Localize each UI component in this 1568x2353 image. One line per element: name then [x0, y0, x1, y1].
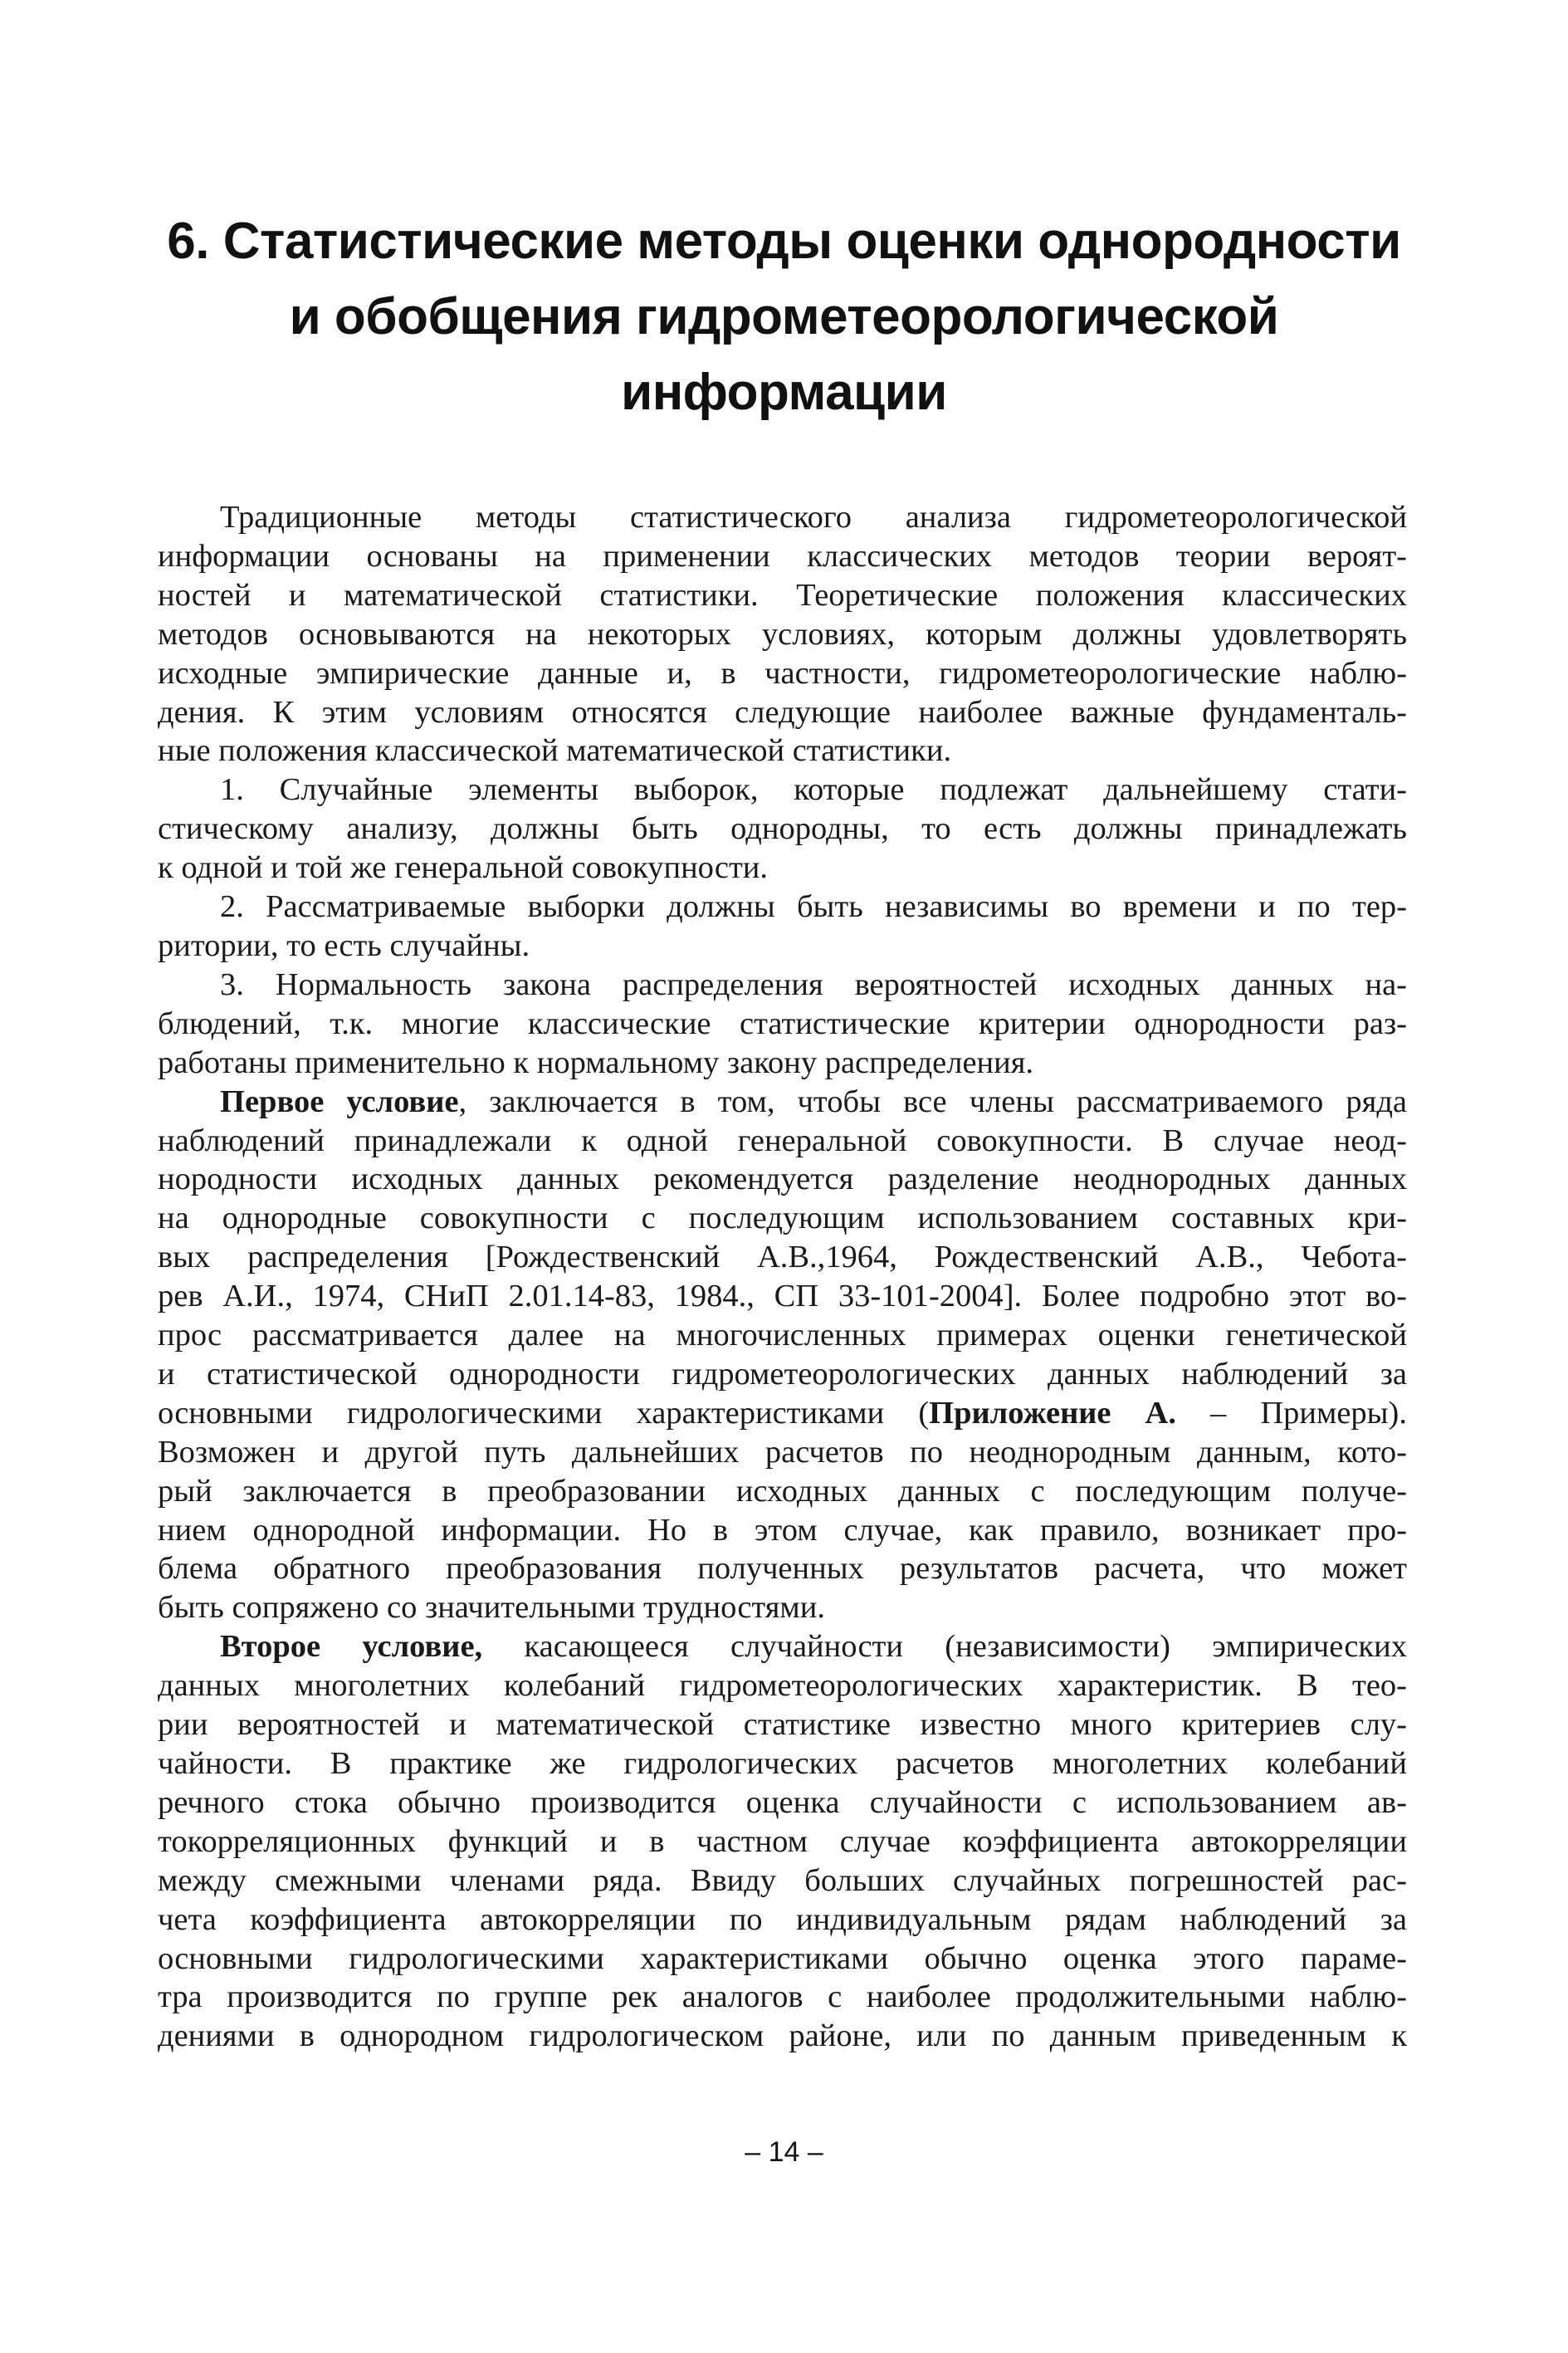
text-line: блема обратного преобразования полученных результатов расчета, что может: [158, 1551, 1407, 1587]
text-line: нием однородной информации. Но в этом случае, как правило, возникает про-: [158, 1512, 1407, 1548]
paragraph-first-condition: [158, 1083, 1407, 1628]
text-line: тра производится по группе рек аналогов с наиболее продолжительными наблю-: [158, 1979, 1407, 2015]
text-line: 1. Случайные элементы выборок, которые подлежат дальнейшему стати-: [220, 772, 1407, 808]
text-line: вых распределения [Рождественский А.В.,1964, Рождественский А.В., Чебота-: [158, 1240, 1407, 1275]
chapter-title-line: 6. Статистические методы оценки однородности: [167, 213, 1401, 270]
paragraph-second-condition: [158, 1627, 1407, 2056]
paragraph-condition-1: [158, 770, 1407, 888]
text-line: работаны применительно к нормальному закону распределения.: [158, 1044, 1034, 1080]
bold-term: Первое условие: [220, 1084, 459, 1119]
text-line: ностей и математической статистики. Теоретические положения классических: [158, 577, 1407, 613]
text-line: информации основаны на применении классических методов теории вероят-: [158, 538, 1407, 574]
text-line: рии вероятностей и математической статистике известно много критериев слу-: [158, 1707, 1407, 1743]
text-line: Возможен и другой путь дальнейших расчетов по неоднородным данным, кото-: [158, 1434, 1407, 1470]
text-fragment: касающееся случайности (независимости) эмпирических: [482, 1629, 1407, 1665]
page-number: – 14 –: [745, 2136, 823, 2168]
text-line: между смежными членами ряда. Ввиду больших случайных погрешностей рас-: [158, 1862, 1407, 1898]
paragraph-condition-2: [158, 888, 1407, 966]
text-line: к одной и той же генеральной совокупности.: [158, 850, 769, 886]
text-line: прос рассматривается далее на многочисленных примерах оценки генетической: [158, 1318, 1407, 1353]
paragraph-condition-3: [158, 966, 1407, 1083]
text-line: блюдений, т.к. многие классические статистические критерии однородности раз-: [158, 1005, 1407, 1041]
text-line: ритории, то есть случайны.: [158, 927, 530, 963]
chapter-title-line: информации: [621, 364, 947, 421]
text-line: на однородные совокупности с последующим использованием составных кри-: [158, 1201, 1407, 1236]
text-line: [158, 1083, 1407, 1122]
text-line: основными гидрологическими характеристиками обычно оценка этого параме-: [158, 1940, 1407, 1976]
text-line: стическому анализу, должны быть однородны, то есть должны принадлежать: [158, 811, 1407, 847]
text-line: токорреляционных функций и в частном случае коэффициента автокорреляции: [158, 1823, 1407, 1859]
text-line: дениями в однородном гидрологическом районе, или по данным приведенным к: [158, 2018, 1407, 2054]
text-line: быть сопряжено со значительными трудностями.: [158, 1590, 826, 1626]
chapter-title: [125, 203, 1443, 430]
text-line: исходные эмпирические данные и, в частности, гидрометеорологические наблю-: [158, 655, 1407, 691]
bold-term: Второе условие,: [220, 1629, 483, 1665]
text-line: речного стока обычно производится оценка случайности с использованием ав-: [158, 1784, 1407, 1820]
text-line: рый заключается в преобразовании исходных данных с последующим получе-: [158, 1473, 1407, 1509]
text-line: данных многолетних колебаний гидрометеорологических характеристик. В тео-: [158, 1668, 1407, 1704]
text-line: и статистической однородности гидрометеорологических данных наблюдений за: [158, 1356, 1407, 1392]
paragraph-intro: [158, 498, 1407, 770]
text-fragment: – Примеры).: [1176, 1395, 1407, 1431]
text-line: [158, 1627, 1407, 1666]
text-line: нородности исходных данных рекомендуется разделение неоднородных данных: [158, 1162, 1407, 1197]
appendix-reference: Приложение А.: [929, 1395, 1176, 1431]
text-line: Традиционные методы статистического анализа гидрометеорологической: [220, 500, 1407, 535]
text-line: рев А.И., 1974, СНиП 2.01.14-83, 1984., СП 33-101-2004]. Более подробно этот во-: [158, 1279, 1407, 1314]
text-line: 2. Рассматриваемые выборки должны быть независимы во времени и по тер-: [220, 889, 1407, 925]
body-text: [158, 498, 1407, 2056]
text-line: ные положения классической математической статистики.: [158, 733, 952, 769]
text-fragment: основными гидрологическими характеристиками (: [158, 1395, 930, 1431]
text-line: 3. Нормальность закона распределения вероятностей исходных данных на-: [220, 966, 1407, 1002]
text-line: [158, 1394, 1407, 1433]
chapter-title-line: и обобщения гидрометеорологической: [289, 288, 1279, 345]
text-fragment: , заключается в том, чтобы все члены рассматриваемого ряда: [458, 1084, 1408, 1119]
text-line: наблюдений принадлежали к одной генеральной совокупности. В случае неод-: [158, 1123, 1407, 1158]
text-line: чета коэффициента автокорреляции по индивидуальным рядам наблюдений за: [158, 1901, 1407, 1937]
text-line: чайности. В практике же гидрологических расчетов многолетних колебаний: [158, 1746, 1407, 1781]
text-line: дения. К этим условиям относятся следующие наиболее важные фундаменталь-: [158, 694, 1407, 730]
text-line: методов основываются на некоторых условиях, которым должны удовлетворять: [158, 616, 1407, 652]
